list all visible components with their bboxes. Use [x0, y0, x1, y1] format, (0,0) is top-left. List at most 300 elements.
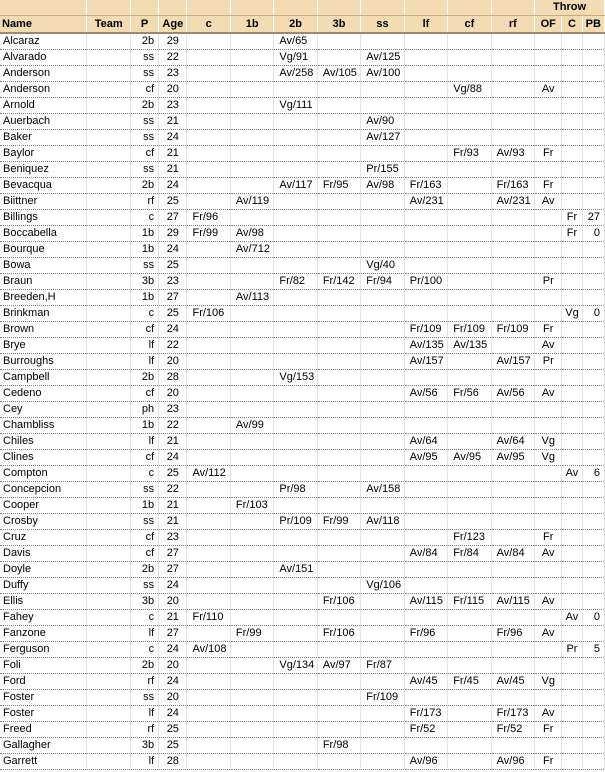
cell-throw-of: Vg [535, 674, 562, 690]
cell-team [87, 210, 130, 226]
cell-1b [230, 146, 273, 162]
cell-name: Cey [0, 402, 87, 418]
cell-pb [582, 514, 604, 530]
cell-rf [491, 338, 534, 354]
cell-team [87, 738, 130, 754]
cell-throw-c [562, 274, 582, 290]
table-row[interactable] [0, 610, 605, 626]
cell-lf: Fr/109 [404, 322, 447, 338]
table-row[interactable] [0, 450, 605, 466]
col-header-2b[interactable]: 2b [274, 16, 317, 34]
cell-3b [317, 354, 360, 370]
cell-2b: Av/65 [274, 33, 317, 50]
cell-throw-of [535, 738, 562, 754]
cell-name: Freed [0, 722, 87, 738]
cell-team [87, 114, 130, 130]
cell-2b [274, 146, 317, 162]
col-header-position[interactable]: P [130, 16, 158, 34]
cell-lf [404, 370, 447, 386]
cell-rf [491, 98, 534, 114]
cell-c [187, 162, 230, 178]
cell-c [187, 50, 230, 66]
cell-rf [491, 562, 534, 578]
cell-pb [582, 290, 604, 306]
cell-2b [274, 306, 317, 322]
cell-team [87, 162, 130, 178]
cell-pb [582, 706, 604, 722]
cell-1b [230, 450, 273, 466]
cell-throw-c [562, 146, 582, 162]
cell-lf [404, 466, 447, 482]
cell-cf [448, 162, 491, 178]
cell-pb [582, 114, 604, 130]
cell-lf: Pr/100 [404, 274, 447, 290]
cell-throw-c [562, 258, 582, 274]
cell-throw-c [562, 418, 582, 434]
table-row[interactable] [0, 498, 605, 514]
cell-2b [274, 578, 317, 594]
table-row[interactable] [0, 98, 605, 114]
cell-pb [582, 386, 604, 402]
cell-3b [317, 402, 360, 418]
cell-3b [317, 690, 360, 706]
cell-team [87, 258, 130, 274]
cell-throw-of [535, 210, 562, 226]
cell-team [87, 418, 130, 434]
cell-name: Auerbach [0, 114, 87, 130]
cell-2b [274, 466, 317, 482]
table-row[interactable] [0, 642, 605, 658]
cell-position: ss [130, 162, 158, 178]
cell-lf [404, 210, 447, 226]
cell-cf [448, 418, 491, 434]
cell-age: 28 [159, 370, 187, 386]
cell-rf [491, 466, 534, 482]
cell-position: 1b [130, 242, 158, 258]
cell-age: 23 [159, 98, 187, 114]
table-row[interactable] [0, 242, 605, 258]
cell-age: 29 [159, 226, 187, 242]
table-row[interactable] [0, 466, 605, 482]
cell-pb [582, 402, 604, 418]
cell-name: Bevacqua [0, 178, 87, 194]
cell-position: c [130, 642, 158, 658]
cell-rf: Av/157 [491, 354, 534, 370]
col-header-lf[interactable]: lf [404, 16, 447, 34]
cell-lf [404, 514, 447, 530]
cell-1b: Av/113 [230, 290, 273, 306]
table-row[interactable] [0, 722, 605, 738]
table-row[interactable] [0, 290, 605, 306]
table-row[interactable] [0, 482, 605, 498]
table-row[interactable] [0, 626, 605, 642]
cell-age: 27 [159, 210, 187, 226]
cell-2b [274, 626, 317, 642]
cell-position: rf [130, 722, 158, 738]
cell-position: c [130, 466, 158, 482]
cell-name: Fahey [0, 610, 87, 626]
cell-1b [230, 258, 273, 274]
col-header-team[interactable]: Team [87, 16, 130, 34]
cell-lf [404, 306, 447, 322]
cell-position: cf [130, 322, 158, 338]
table-row[interactable] [0, 162, 605, 178]
table-row[interactable] [0, 690, 605, 706]
cell-throw-of [535, 690, 562, 706]
cell-team [87, 642, 130, 658]
cell-throw-of: Av [535, 626, 562, 642]
cell-rf [491, 130, 534, 146]
cell-name: Breeden,H [0, 290, 87, 306]
cell-age: 25 [159, 258, 187, 274]
cell-name: Davis [0, 546, 87, 562]
cell-team [87, 690, 130, 706]
cell-cf [448, 578, 491, 594]
table-row[interactable] [0, 66, 605, 82]
cell-3b: Fr/106 [317, 594, 360, 610]
cell-throw-c [562, 450, 582, 466]
cell-c [187, 274, 230, 290]
table-row[interactable] [0, 738, 605, 754]
cell-position: cf [130, 82, 158, 98]
table-row[interactable] [0, 658, 605, 674]
cell-1b [230, 754, 273, 770]
cell-cf [448, 274, 491, 290]
cell-pb [582, 194, 604, 210]
cell-team [87, 130, 130, 146]
cell-pb [582, 274, 604, 290]
cell-age: 23 [159, 66, 187, 82]
cell-position: cf [130, 450, 158, 466]
cell-cf [448, 258, 491, 274]
cell-1b [230, 610, 273, 626]
table-row[interactable] [0, 146, 605, 162]
cell-lf [404, 642, 447, 658]
table-row[interactable] [0, 33, 605, 50]
cell-rf [491, 274, 534, 290]
cell-pb [582, 594, 604, 610]
cell-ss [361, 722, 404, 738]
cell-c [187, 290, 230, 306]
cell-team [87, 33, 130, 50]
cell-age: 21 [159, 162, 187, 178]
table-row[interactable] [0, 402, 605, 418]
cell-pb: 6 [582, 466, 604, 482]
cell-throw-of [535, 66, 562, 82]
cell-position: cf [130, 146, 158, 162]
cell-cf [448, 242, 491, 258]
cell-1b [230, 706, 273, 722]
cell-throw-of: Av [535, 546, 562, 562]
cell-team [87, 610, 130, 626]
cell-3b [317, 642, 360, 658]
cell-pb [582, 482, 604, 498]
cell-cf [448, 33, 491, 50]
cell-throw-c [562, 498, 582, 514]
table-row[interactable] [0, 674, 605, 690]
table-row[interactable] [0, 178, 605, 194]
table-row[interactable] [0, 322, 605, 338]
cell-3b [317, 82, 360, 98]
table-row[interactable] [0, 274, 605, 290]
cell-1b [230, 130, 273, 146]
cell-name: Foli [0, 658, 87, 674]
cell-name: Clines [0, 450, 87, 466]
cell-c [187, 626, 230, 642]
cell-lf: Fr/163 [404, 178, 447, 194]
col-header-cf[interactable]: cf [448, 16, 491, 34]
cell-rf [491, 114, 534, 130]
cell-cf [448, 738, 491, 754]
cell-3b [317, 114, 360, 130]
cell-throw-of: Av [535, 594, 562, 610]
cell-rf [491, 82, 534, 98]
cell-1b: Av/119 [230, 194, 273, 210]
cell-ss [361, 33, 404, 50]
cell-pb [582, 242, 604, 258]
cell-ss: Fr/87 [361, 658, 404, 674]
cell-rf [491, 658, 534, 674]
col-header-rf[interactable]: rf [491, 16, 534, 34]
cell-2b [274, 594, 317, 610]
cell-team [87, 626, 130, 642]
cell-position: ss [130, 130, 158, 146]
cell-2b: Fr/82 [274, 274, 317, 290]
cell-ss [361, 98, 404, 114]
table-row[interactable] [0, 226, 605, 242]
cell-pb [582, 130, 604, 146]
cell-team [87, 450, 130, 466]
cell-lf: Av/56 [404, 386, 447, 402]
cell-throw-of [535, 162, 562, 178]
cell-age: 23 [159, 274, 187, 290]
col-header-age[interactable]: Age [159, 16, 187, 34]
cell-rf [491, 738, 534, 754]
col-header-1b[interactable]: 1b [230, 16, 273, 34]
cell-pb [582, 66, 604, 82]
cell-lf [404, 242, 447, 258]
cell-throw-c: Fr [562, 210, 582, 226]
cell-position: ss [130, 66, 158, 82]
cell-cf: Fr/115 [448, 594, 491, 610]
cell-throw-c [562, 370, 582, 386]
cell-ss: Av/125 [361, 50, 404, 66]
cell-pb [582, 82, 604, 98]
cell-ss [361, 194, 404, 210]
cell-throw-of [535, 33, 562, 50]
col-header-pb[interactable]: PB [582, 16, 604, 34]
table-row[interactable] [0, 578, 605, 594]
cell-c [187, 386, 230, 402]
cell-3b [317, 578, 360, 594]
cell-team [87, 274, 130, 290]
table-row[interactable] [0, 258, 605, 274]
cell-name: Braun [0, 274, 87, 290]
col-header-3b[interactable]: 3b [317, 16, 360, 34]
cell-name: Alcaraz [0, 33, 87, 50]
cell-pb [582, 722, 604, 738]
cell-2b [274, 226, 317, 242]
table-row[interactable] [0, 546, 605, 562]
table-row[interactable] [0, 50, 605, 66]
table-row[interactable] [0, 82, 605, 98]
cell-rf [491, 578, 534, 594]
col-header-throw-of[interactable]: OF [535, 16, 562, 34]
cell-throw-c [562, 33, 582, 50]
cell-throw-c [562, 738, 582, 754]
cell-team [87, 354, 130, 370]
table-row[interactable] [0, 210, 605, 226]
cell-age: 20 [159, 354, 187, 370]
cell-name: Beniquez [0, 162, 87, 178]
cell-throw-of: Fr [535, 146, 562, 162]
cell-team [87, 706, 130, 722]
cell-1b [230, 98, 273, 114]
cell-lf [404, 402, 447, 418]
cell-team [87, 482, 130, 498]
cell-pb [582, 754, 604, 770]
cell-cf [448, 610, 491, 626]
table-row[interactable] [0, 418, 605, 434]
table-row[interactable] [0, 306, 605, 322]
cell-throw-of [535, 242, 562, 258]
cell-ss: Fr/109 [361, 690, 404, 706]
cell-cf [448, 402, 491, 418]
cell-c [187, 114, 230, 130]
cell-3b [317, 226, 360, 242]
cell-cf: Av/95 [448, 450, 491, 466]
cell-name: Chiles [0, 434, 87, 450]
cell-age: 25 [159, 738, 187, 754]
cell-1b [230, 546, 273, 562]
cell-3b [317, 610, 360, 626]
cell-3b [317, 146, 360, 162]
cell-ss [361, 450, 404, 466]
cell-position: cf [130, 530, 158, 546]
cell-cf [448, 66, 491, 82]
table-row[interactable] [0, 562, 605, 578]
cell-position: 3b [130, 594, 158, 610]
cell-pb [582, 354, 604, 370]
col-header-throw-c[interactable]: C [562, 16, 582, 34]
col-header-c[interactable]: c [187, 16, 230, 34]
cell-team [87, 290, 130, 306]
cell-3b [317, 210, 360, 226]
cell-1b [230, 338, 273, 354]
cell-throw-of [535, 50, 562, 66]
cell-team [87, 754, 130, 770]
table-row[interactable] [0, 370, 605, 386]
cell-cf [448, 178, 491, 194]
cell-2b: Av/117 [274, 178, 317, 194]
cell-throw-of [535, 98, 562, 114]
table-row[interactable] [0, 386, 605, 402]
cell-1b: Fr/99 [230, 626, 273, 642]
table-row[interactable] [0, 514, 605, 530]
col-header-name[interactable]: Name [0, 16, 87, 34]
cell-2b [274, 722, 317, 738]
cell-pb [582, 626, 604, 642]
cell-2b: Vg/111 [274, 98, 317, 114]
cell-position: cf [130, 546, 158, 562]
table-row[interactable] [0, 194, 605, 210]
cell-lf: Av/84 [404, 546, 447, 562]
cell-c [187, 354, 230, 370]
table-row[interactable] [0, 130, 605, 146]
col-header-ss[interactable]: ss [361, 16, 404, 34]
cell-position: 3b [130, 274, 158, 290]
cell-ss [361, 146, 404, 162]
cell-name: Ellis [0, 594, 87, 610]
cell-throw-c [562, 402, 582, 418]
cell-throw-c [562, 194, 582, 210]
cell-c [187, 98, 230, 114]
table-row[interactable] [0, 594, 605, 610]
cell-throw-c [562, 674, 582, 690]
cell-lf [404, 418, 447, 434]
cell-throw-of [535, 642, 562, 658]
table-row[interactable] [0, 530, 605, 546]
cell-name: Ferguson [0, 642, 87, 658]
cell-team [87, 386, 130, 402]
cell-throw-of [535, 402, 562, 418]
cell-name: Biittner [0, 194, 87, 210]
table-row[interactable] [0, 754, 605, 770]
cell-cf [448, 306, 491, 322]
cell-name: Arnold [0, 98, 87, 114]
cell-lf [404, 146, 447, 162]
table-row[interactable] [0, 338, 605, 354]
cell-cf [448, 642, 491, 658]
cell-ss [361, 418, 404, 434]
cell-ss: Vg/106 [361, 578, 404, 594]
cell-cf [448, 290, 491, 306]
table-header [0, 0, 605, 33]
cell-throw-c [562, 354, 582, 370]
table-row[interactable] [0, 354, 605, 370]
cell-ss [361, 290, 404, 306]
cell-pb [582, 546, 604, 562]
cell-throw-c [562, 578, 582, 594]
cell-throw-of: Fr [535, 178, 562, 194]
cell-throw-of [535, 514, 562, 530]
cell-throw-c [562, 626, 582, 642]
cell-pb [582, 98, 604, 114]
cell-lf: Av/96 [404, 754, 447, 770]
table-row[interactable] [0, 706, 605, 722]
table-row[interactable] [0, 114, 605, 130]
cell-pb [582, 578, 604, 594]
cell-2b [274, 210, 317, 226]
cell-position: c [130, 306, 158, 322]
cell-pb [582, 50, 604, 66]
cell-2b: Vg/153 [274, 370, 317, 386]
cell-pb [582, 530, 604, 546]
cell-rf [491, 66, 534, 82]
cell-throw-c [562, 338, 582, 354]
cell-throw-c [562, 562, 582, 578]
cell-throw-of [535, 482, 562, 498]
cell-2b [274, 738, 317, 754]
cell-cf: Fr/56 [448, 386, 491, 402]
cell-c [187, 690, 230, 706]
cell-name: Cedeno [0, 386, 87, 402]
cell-position: lf [130, 338, 158, 354]
cell-c [187, 66, 230, 82]
cell-rf [491, 226, 534, 242]
cell-rf [491, 642, 534, 658]
table-row[interactable] [0, 434, 605, 450]
